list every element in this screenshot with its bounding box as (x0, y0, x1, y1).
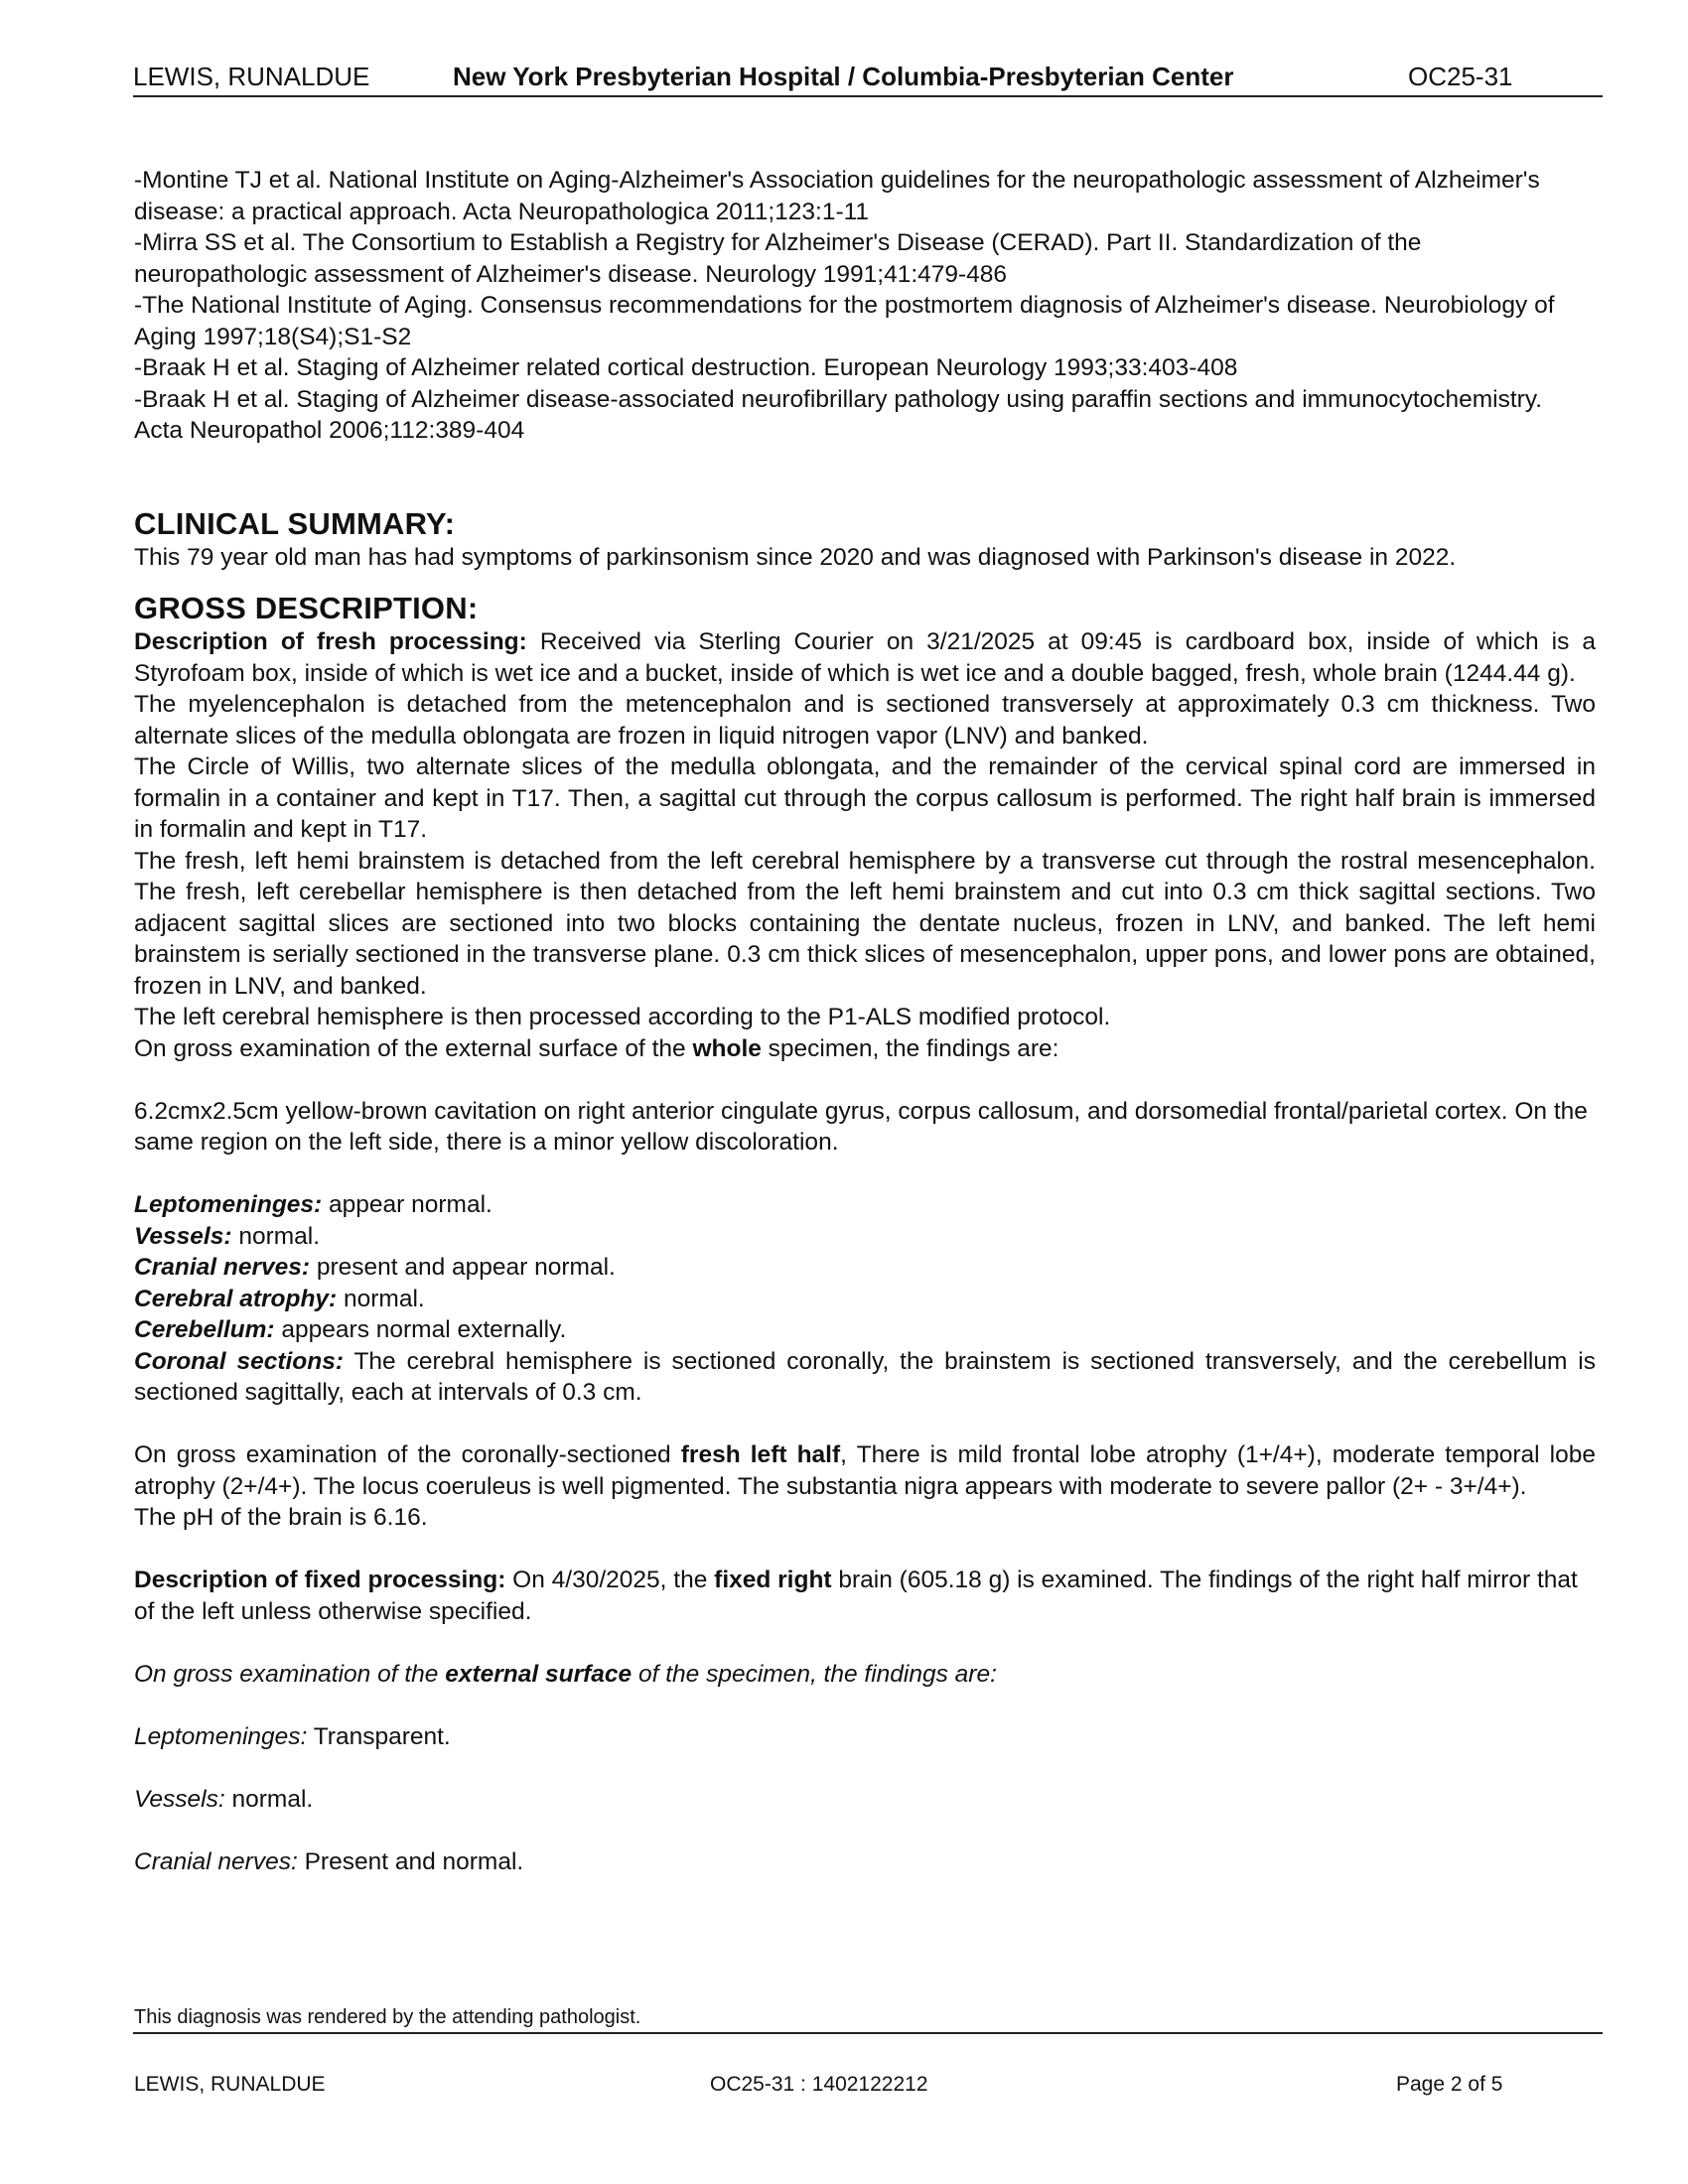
coronal-fresh-left-paragraph: On gross examination of the coronally-sectioned fresh left half, There is mild frontal lobe atrophy (1+/4+), moderate temporal lobe atrophy (2+/4+). The locus coeruleus is well pigmented. The substantia nigra appears with moderate to severe pallor (2+ - 3+/4+). (134, 1441, 1597, 1500)
fresh-processing-text: Received via Sterling Courier on 3/21/2025 at 09:45 is cardboard box, inside of which is a Styrofoam box, inside of which is wet ice and a bucket, inside of which is wet ice and a double bagged, fresh, whole brain (1244.44 g). (134, 628, 1596, 687)
finding-cerebellum: Cerebellum: appears normal externally. (134, 1316, 567, 1343)
gross-description-heading: GROSS DESCRIPTION: (134, 591, 479, 625)
left-hemi-brainstem-paragraph: The fresh, left hemi brainstem is detached from the left cerebral hemisphere by a transverse cut through the rostral mesencephalon. The fresh, left cerebellar hemisphere is then detached from the left hemi brainstem and cut into 0.3 cm thick sagittal sections. Two adjacent sagittal slices are sectioned into two blocks containing the dentate nucleus, frozen in LNV, and banked. The left hemi brainstem is serially sectioned in the transverse plane. 0.3 cm thick slices of mesencephalon, upper pons, and lower pons are obtained, frozen in LNV, and banked. (134, 847, 1596, 1000)
external-surface-keyword: external surface (445, 1660, 633, 1688)
fixed-finding-leptomeninges: Leptomeninges: Transparent. (134, 1722, 451, 1750)
footer-patient-name: LEWIS, RUNALDUE (134, 2073, 326, 2096)
fresh-processing-label: Description of fresh processing: (134, 628, 527, 655)
clinical-summary-heading: CLINICAL SUMMARY: (134, 505, 456, 541)
finding-vessels: Vessels: normal. (134, 1222, 321, 1250)
fixed-right-keyword: fixed right (714, 1567, 832, 1593)
reference-item: -The National Institute of Aging. Consensus recommendations for the postmortem diagnosis of Alzheimer's disease. Neurobiology of Aging 1997;18(S4);S1-S2 (134, 292, 1555, 350)
fixed-processing-paragraph: Description of fixed processing: On 4/30/2025, the fixed right brain (605.18 g) is examined. The findings of the right half mirror that of the left unless otherwise specified. (134, 1567, 1578, 1625)
header-patient-name: LEWIS, RUNALDUE (133, 62, 370, 91)
reference-item: -Mirra SS et al. The Consortium to Establish a Registry for Alzheimer's Disease (CERAD). Part II. Standardization of the neuropathologic assessment of Alzheimer's disease. Neurology 1991;41:479-486 (134, 229, 1422, 288)
fixed-finding-cranial-nerves: Cranial nerves: Present and normal. (134, 1847, 524, 1875)
reference-item: -Braak H et al. Staging of Alzheimer disease-associated neurofibrillary pathology using paraffin sections and immunocytochemistry. Acta Neuropathol 2006;112:389-404 (134, 385, 1543, 444)
circle-of-willis-paragraph: The Circle of Willis, two alternate slices of the medulla oblongata, and the remainder of the cervical spinal cord are immersed in formalin in a container and kept in T17. Then, a sagittal cut through the corpus callosum is performed. The right half brain is immersed in formalin and kept in T17. (134, 753, 1596, 843)
external-surface-paragraph: On gross examination of the external surface of the specimen, the findings are: (134, 1660, 997, 1688)
footer-case-id: OC25-31 : 1402122212 (710, 2073, 928, 2096)
reference-item: -Montine TJ et al. National Institute on Aging-Alzheimer's Association guidelines for the neuropathologic assessment of Alzheimer's disease: a practical approach. Acta Neuropathologica 2011;123:1-11 (134, 167, 1540, 225)
fixed-finding-vessels: Vessels: normal. (134, 1785, 314, 1813)
protocol-paragraph: The left cerebral hemisphere is then processed according to the P1-ALS modified protocol. (134, 1004, 1111, 1030)
clinical-summary-text: This 79 year old man has had symptoms of parkinsonism since 2020 and was diagnosed with Parkinson's disease in 2022. (134, 543, 1457, 571)
report-body (134, 165, 1596, 1877)
finding-leptomeninges: Leptomeninges: appear normal. (134, 1191, 492, 1218)
fresh-processing-paragraph (134, 626, 1596, 689)
footer-divider (133, 2032, 1603, 2034)
cavitation-finding: 6.2cmx2.5cm yellow-brown cavitation on right anterior cingulate gyrus, corpus callosum, and dorsomedial frontal/parietal cortex. On the same region on the left side, there is a minor yellow discoloration. (134, 1097, 1588, 1156)
page-header (133, 60, 1603, 97)
finding-cerebral-atrophy: Cerebral atrophy: normal. (134, 1285, 425, 1312)
fixed-processing-label: Description of fixed processing: (134, 1567, 506, 1593)
header-case-number: OC25-31 (1408, 62, 1513, 91)
whole-specimen-paragraph: On gross examination of the external surface of the whole specimen, the findings are: (134, 1034, 1059, 1062)
header-hospital-name: New York Presbyterian Hospital / Columbia-Presbyterian Center (453, 62, 1234, 91)
brain-ph-text: The pH of the brain is 6.16. (134, 1504, 428, 1531)
fresh-left-half-keyword: fresh left half (680, 1441, 841, 1468)
finding-cranial-nerves: Cranial nerves: present and appear normal. (134, 1254, 616, 1281)
diagnosis-note: This diagnosis was rendered by the attending pathologist. (134, 2006, 641, 2028)
myelencephalon-paragraph: The myelencephalon is detached from the metencephalon and is sectioned transversely at approximately 0.3 cm thickness. Two alternate slices of the medulla oblongata are frozen in liquid nitrogen vapor (LNV) and banked. (134, 691, 1596, 750)
finding-coronal-sections: Coronal sections: The cerebral hemisphere is sectioned coronally, the brainstem is sectioned transversely, and the cerebellum is sectioned sagittally, each at intervals of 0.3 cm. (134, 1347, 1596, 1406)
reference-item: -Braak H et al. Staging of Alzheimer related cortical destruction. European Neurology 1993;33:403-408 (134, 354, 1238, 381)
whole-keyword: whole (692, 1034, 762, 1062)
footer-page-number: Page 2 of 5 (1396, 2073, 1503, 2096)
references-list (134, 165, 1596, 447)
external-findings-list (134, 1189, 1596, 1409)
